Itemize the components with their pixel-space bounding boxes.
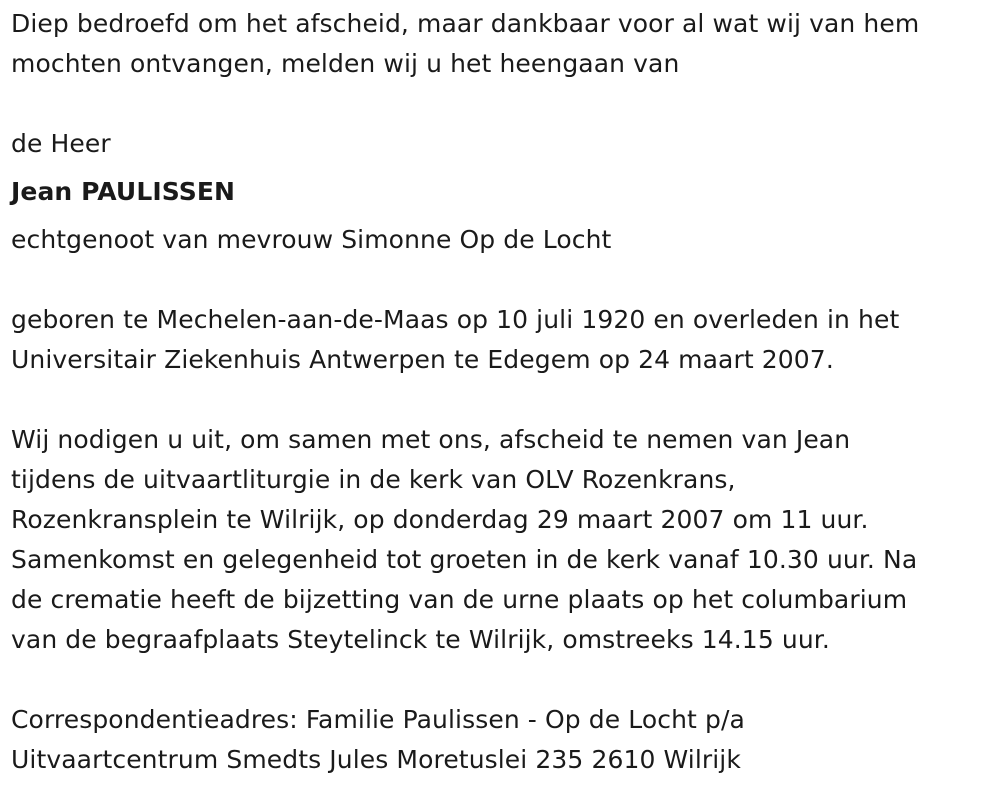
invitation-line: Samenkomst en gelegenheid tot groeten in de kerk vanaf 10.30 uur. Na <box>11 545 918 574</box>
obituary-notice <box>11 0 991 780</box>
invitation-line: van de begraafplaats Steytelinck te Wilrijk, omstreeks 14.15 uur. <box>11 625 830 654</box>
invitation-line: Wij nodigen u uit, om samen met ons, afscheid te nemen van Jean <box>11 425 851 454</box>
intro-line: Diep bedroefd om het afscheid, maar dankbaar voor al wat wij van hem <box>11 9 920 38</box>
funeral-invitation-paragraph <box>11 420 991 660</box>
invitation-line: de crematie heeft de bijzetting van de urne plaats op het columbarium <box>11 585 908 614</box>
spouse-line: echtgenoot van mevrouw Simonne Op de Locht <box>11 225 612 254</box>
honorific-title: de Heer <box>11 129 111 158</box>
intro-line: mochten ontvangen, melden wij u het heengaan van <box>11 49 680 78</box>
invitation-line: tijdens de uitvaartliturgie in de kerk van OLV Rozenkrans, <box>11 465 736 494</box>
address-line: Uitvaartcentrum Smedts Jules Moretuslei 235 2610 Wilrijk <box>11 745 741 774</box>
correspondence-address-paragraph <box>11 700 991 780</box>
intro-paragraph <box>11 0 991 84</box>
deceased-name: Jean PAULISSEN <box>11 177 236 206</box>
birth-death-paragraph <box>11 300 991 380</box>
invitation-line: Rozenkransplein te Wilrijk, op donderdag 29 maart 2007 om 11 uur. <box>11 505 869 534</box>
address-line: Correspondentieadres: Familie Paulissen - Op de Locht p/a <box>11 705 745 734</box>
birth-death-line: Universitair Ziekenhuis Antwerpen te Edegem op 24 maart 2007. <box>11 345 834 374</box>
birth-death-line: geboren te Mechelen-aan-de-Maas op 10 juli 1920 en overleden in het <box>11 305 900 334</box>
